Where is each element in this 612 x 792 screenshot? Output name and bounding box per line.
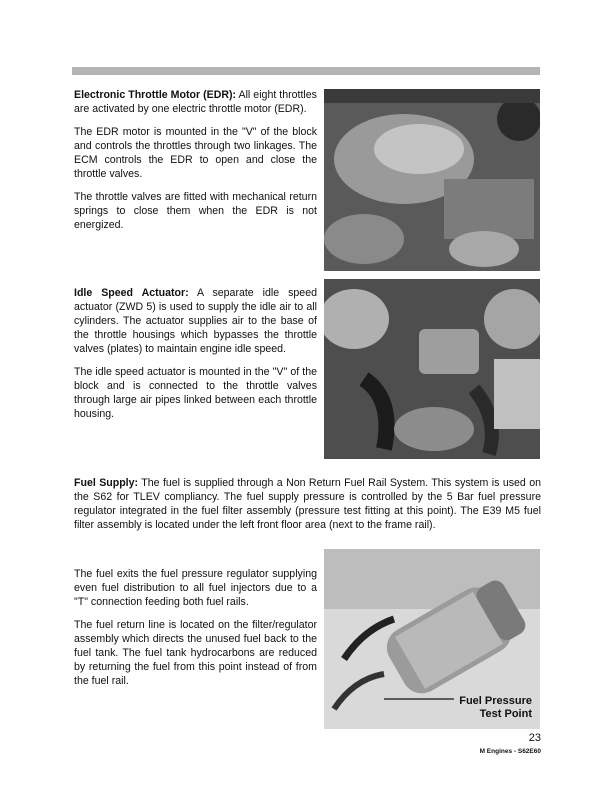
idle-paragraph-2: The idle speed actuator is mounted in the "V" of the block and is connected to the throttle valves through large air pipes linked between each throttle housing.	[74, 366, 317, 420]
edr-paragraph-3: The throttle valves are fitted with mechanical return springs to close them when the EDR is not energized.	[74, 191, 317, 231]
fuel-section-intro	[74, 476, 541, 541]
idle-heading: Idle Speed Actuator:	[74, 287, 189, 299]
edr-heading: Electronic Throttle Motor (EDR):	[74, 89, 237, 101]
fuel-intro: The fuel is supplied through a Non Return Fuel Rail System. This system is used on the S62 for TLEV compliancy. The fuel supply pressure is controlled by the 5 Bar fuel pressure regulator integrated in the fuel filter assembly (pressure test fitting at this point). The E39 M5 fuel filter assembly is located under the left front floor area (next to the frame rail).	[74, 477, 541, 531]
callout-line-1: Fuel Pressure	[459, 695, 532, 707]
fuel-pressure-callout	[432, 695, 532, 721]
header-rule	[72, 67, 540, 75]
fuel-section-body	[74, 567, 317, 697]
edr-section	[74, 88, 317, 241]
idle-intro: A separate idle speed actuator (ZWD 5) is used to supply the idle air to all cylinders. The actuator supplies air to the base of the throttle housings which bypasses the throttle valves (plates) to maintain engine idle speed.	[74, 287, 317, 355]
fuel-paragraph-2: The fuel exits the fuel pressure regulator supplying even fuel distribution to all fuel injectors due to a "T" connection feeding both fuel rails.	[74, 568, 317, 608]
callout-line-2: Test Point	[479, 708, 532, 720]
idle-section	[74, 286, 317, 430]
fuel-heading: Fuel Supply:	[74, 477, 139, 489]
edr-intro: All eight throttles are activated by one electric throttle motor (EDR).	[74, 89, 317, 115]
idle-actuator-photo	[324, 279, 540, 459]
fuel-paragraph-3: The fuel return line is located on the filter/regulator assembly which directs the unused fuel back to the fuel tank. The fuel tank hydrocarbons are reduced by returning the fuel from this point instead of from the fuel rail.	[74, 619, 317, 687]
page-footer: M Engines - S62E60	[479, 748, 541, 755]
throttle-motor-photo	[324, 89, 540, 271]
page-number: 23	[528, 732, 541, 744]
edr-paragraph-2: The EDR motor is mounted in the "V" of the block and controls the throttles through two linkages. The ECM controls the EDR to open and close the throttle valves.	[74, 126, 317, 180]
